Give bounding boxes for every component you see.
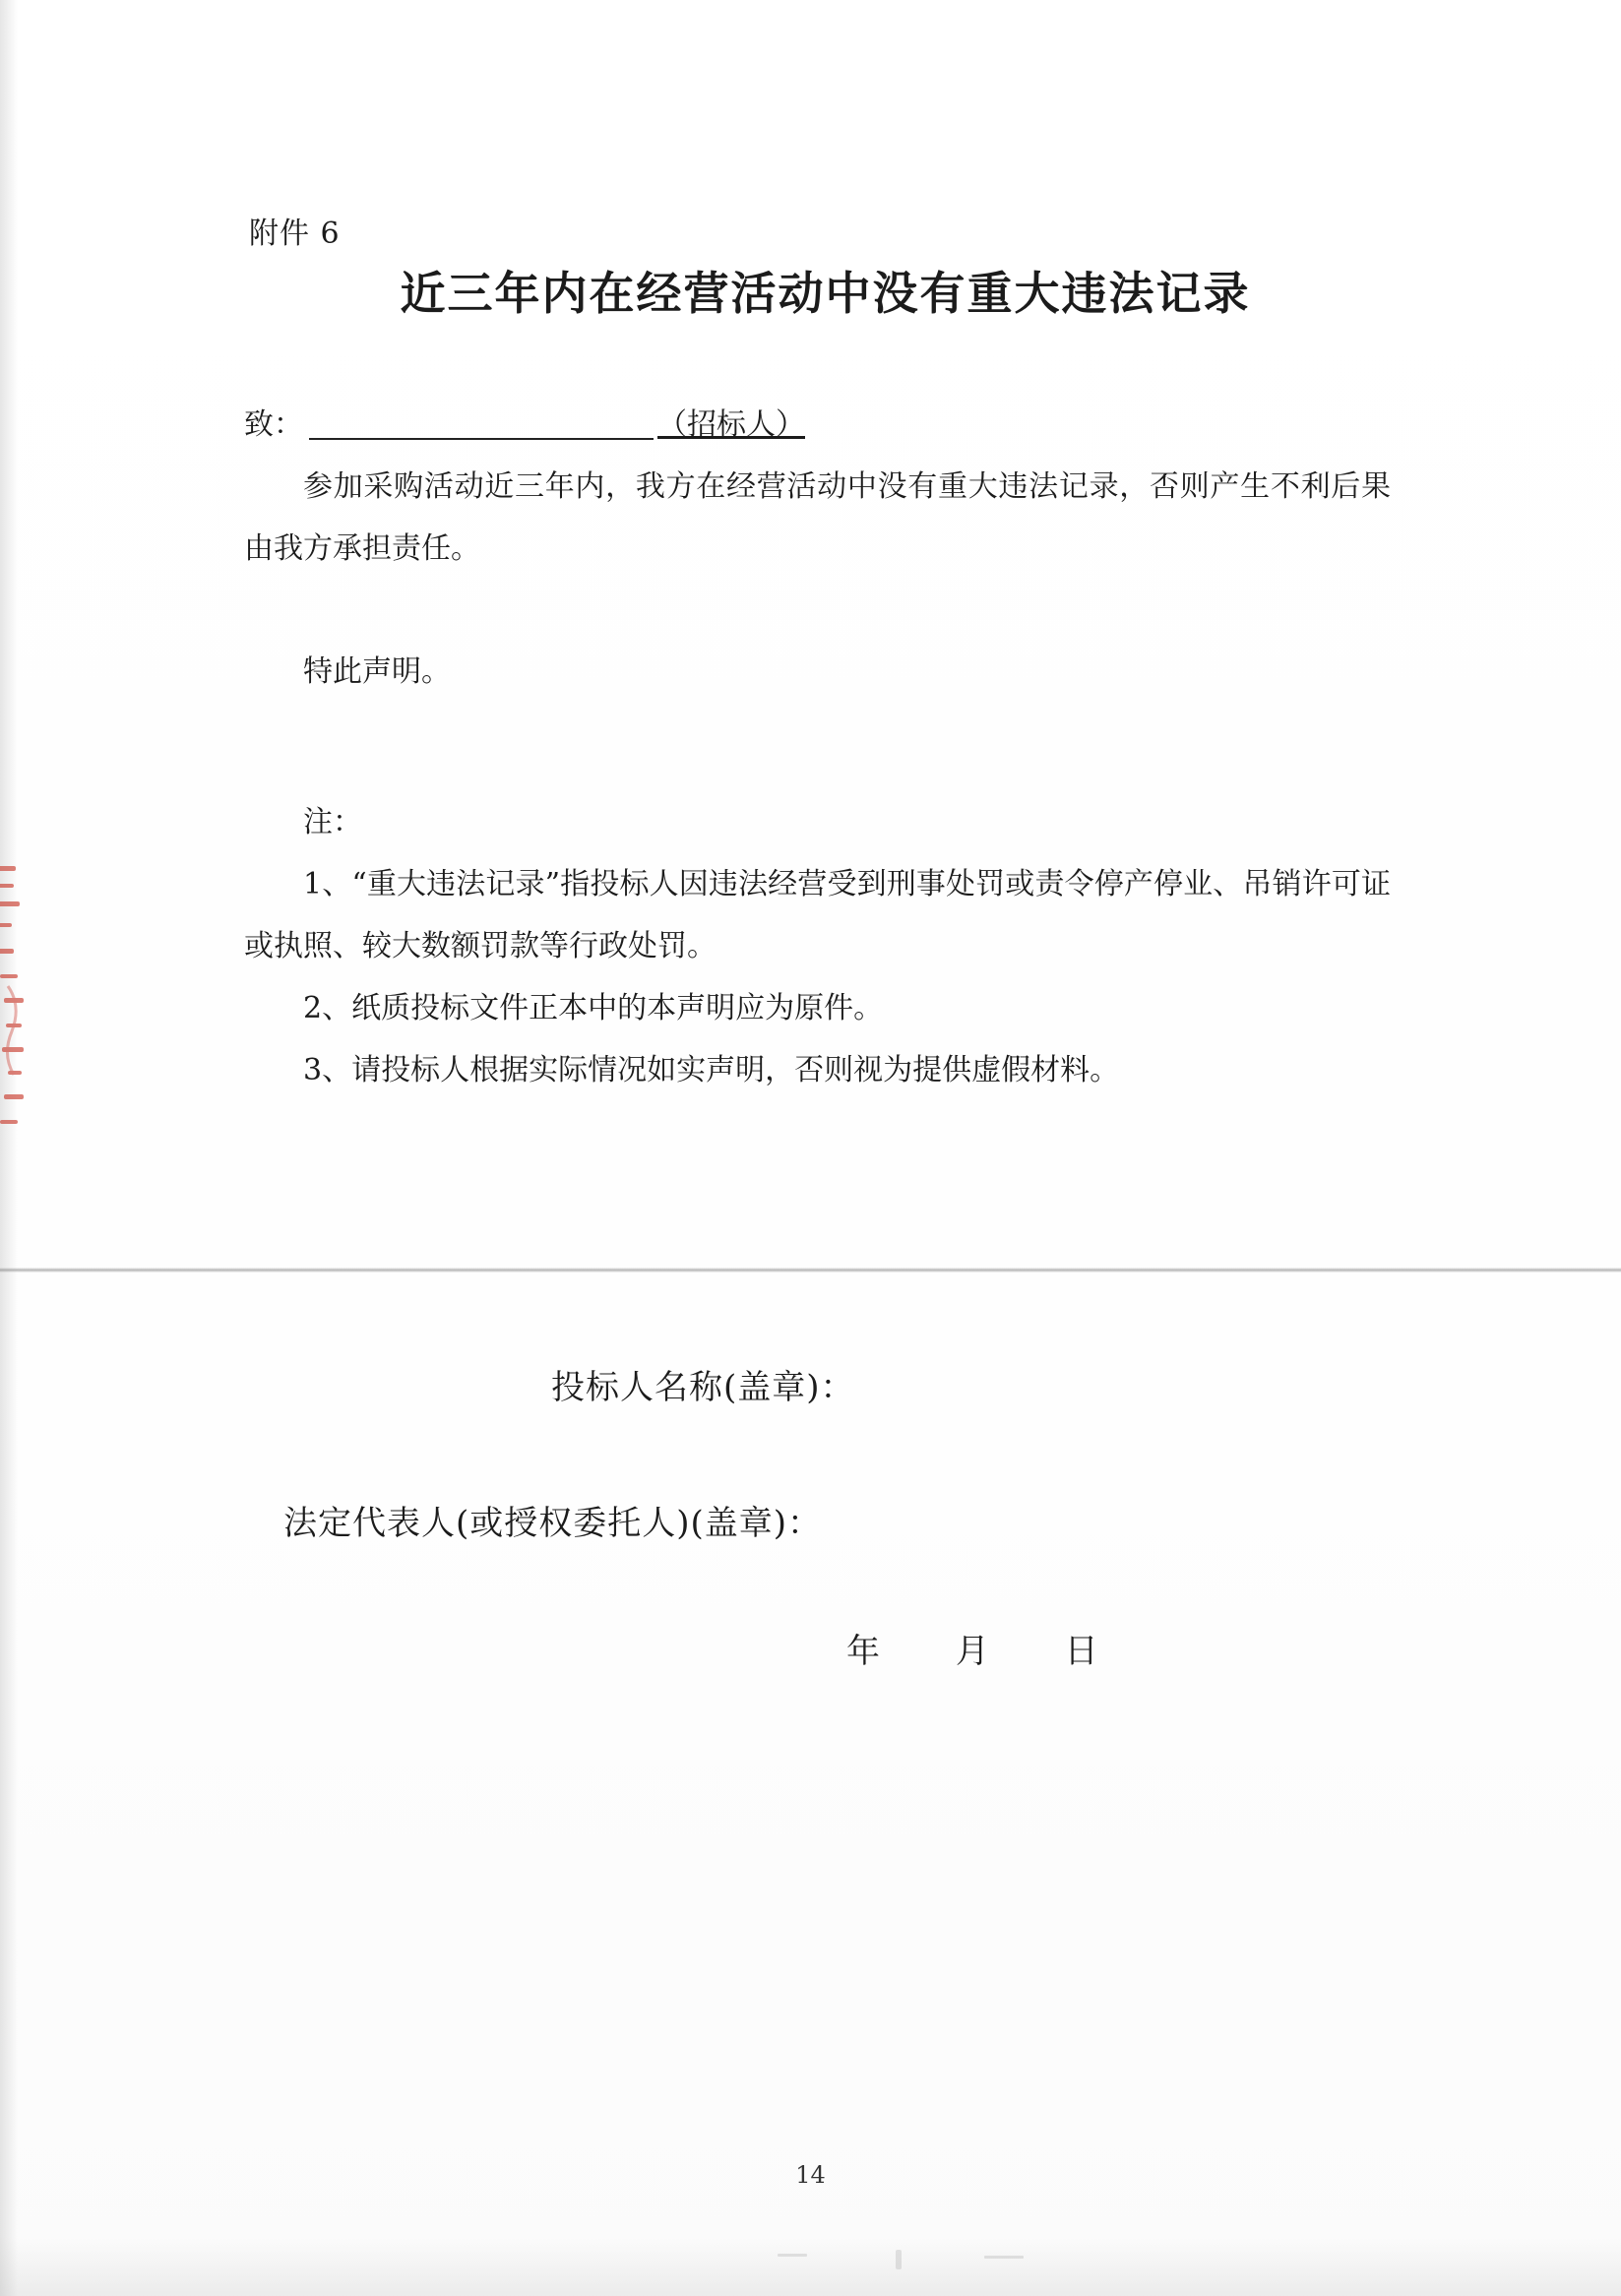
recipient-line — [244, 394, 1391, 456]
spacer-before-notes — [244, 703, 1391, 791]
page-number: 14 — [795, 2161, 826, 2189]
notes-label: 注： — [303, 805, 362, 839]
scan-edge-shadow-left — [0, 0, 18, 2296]
red-seal-fragment-icon — [0, 858, 49, 1153]
note-item: 3、请投标人根据实际情况如实声明，否则视为提供虚假材料。 — [303, 1053, 1120, 1087]
declaration-paragraph-2: 特此声明。 — [303, 654, 451, 689]
attachment-label: 附件 6 — [249, 217, 341, 251]
scan-band-divider — [0, 1268, 1621, 1272]
scan-edge-shadow-bottom — [0, 2237, 1621, 2296]
signature-date-line — [846, 1624, 1099, 1672]
recipient-blank-field[interactable] — [309, 437, 654, 440]
note-item: 1、“重大违法记录”指投标人因违法经营受到刑事处罚或责令停产停业、吊销许可证或执照、较大数额罚款等行政处罚。 — [244, 867, 1391, 963]
declaration-body — [244, 394, 1391, 1101]
page-title: 近三年内在经营活动中没有重大违法记录 — [400, 267, 1251, 320]
recipient-label: 致： — [244, 407, 303, 442]
recipient-note: （招标人） — [657, 407, 805, 442]
date-month-label: 月 — [955, 1632, 990, 1671]
scan-artifact-icon — [778, 2240, 1033, 2279]
legal-representative-field-label: 法定代表人(或授权委托人)(盖章)： — [283, 1504, 823, 1543]
date-day-label: 日 — [1064, 1632, 1099, 1671]
spacer-after-paragraph-1 — [244, 580, 1391, 641]
bidder-name-field-label: 投标人名称(盖章)： — [551, 1368, 855, 1407]
note-item: 2、纸质投标文件正本中的本声明应为原件。 — [303, 991, 884, 1025]
declaration-paragraph-1: 参加采购活动近三年内，我方在经营活动中没有重大违法记录，否则产生不利后果由我方承担责任。 — [244, 469, 1391, 566]
date-year-label: 年 — [846, 1632, 881, 1671]
